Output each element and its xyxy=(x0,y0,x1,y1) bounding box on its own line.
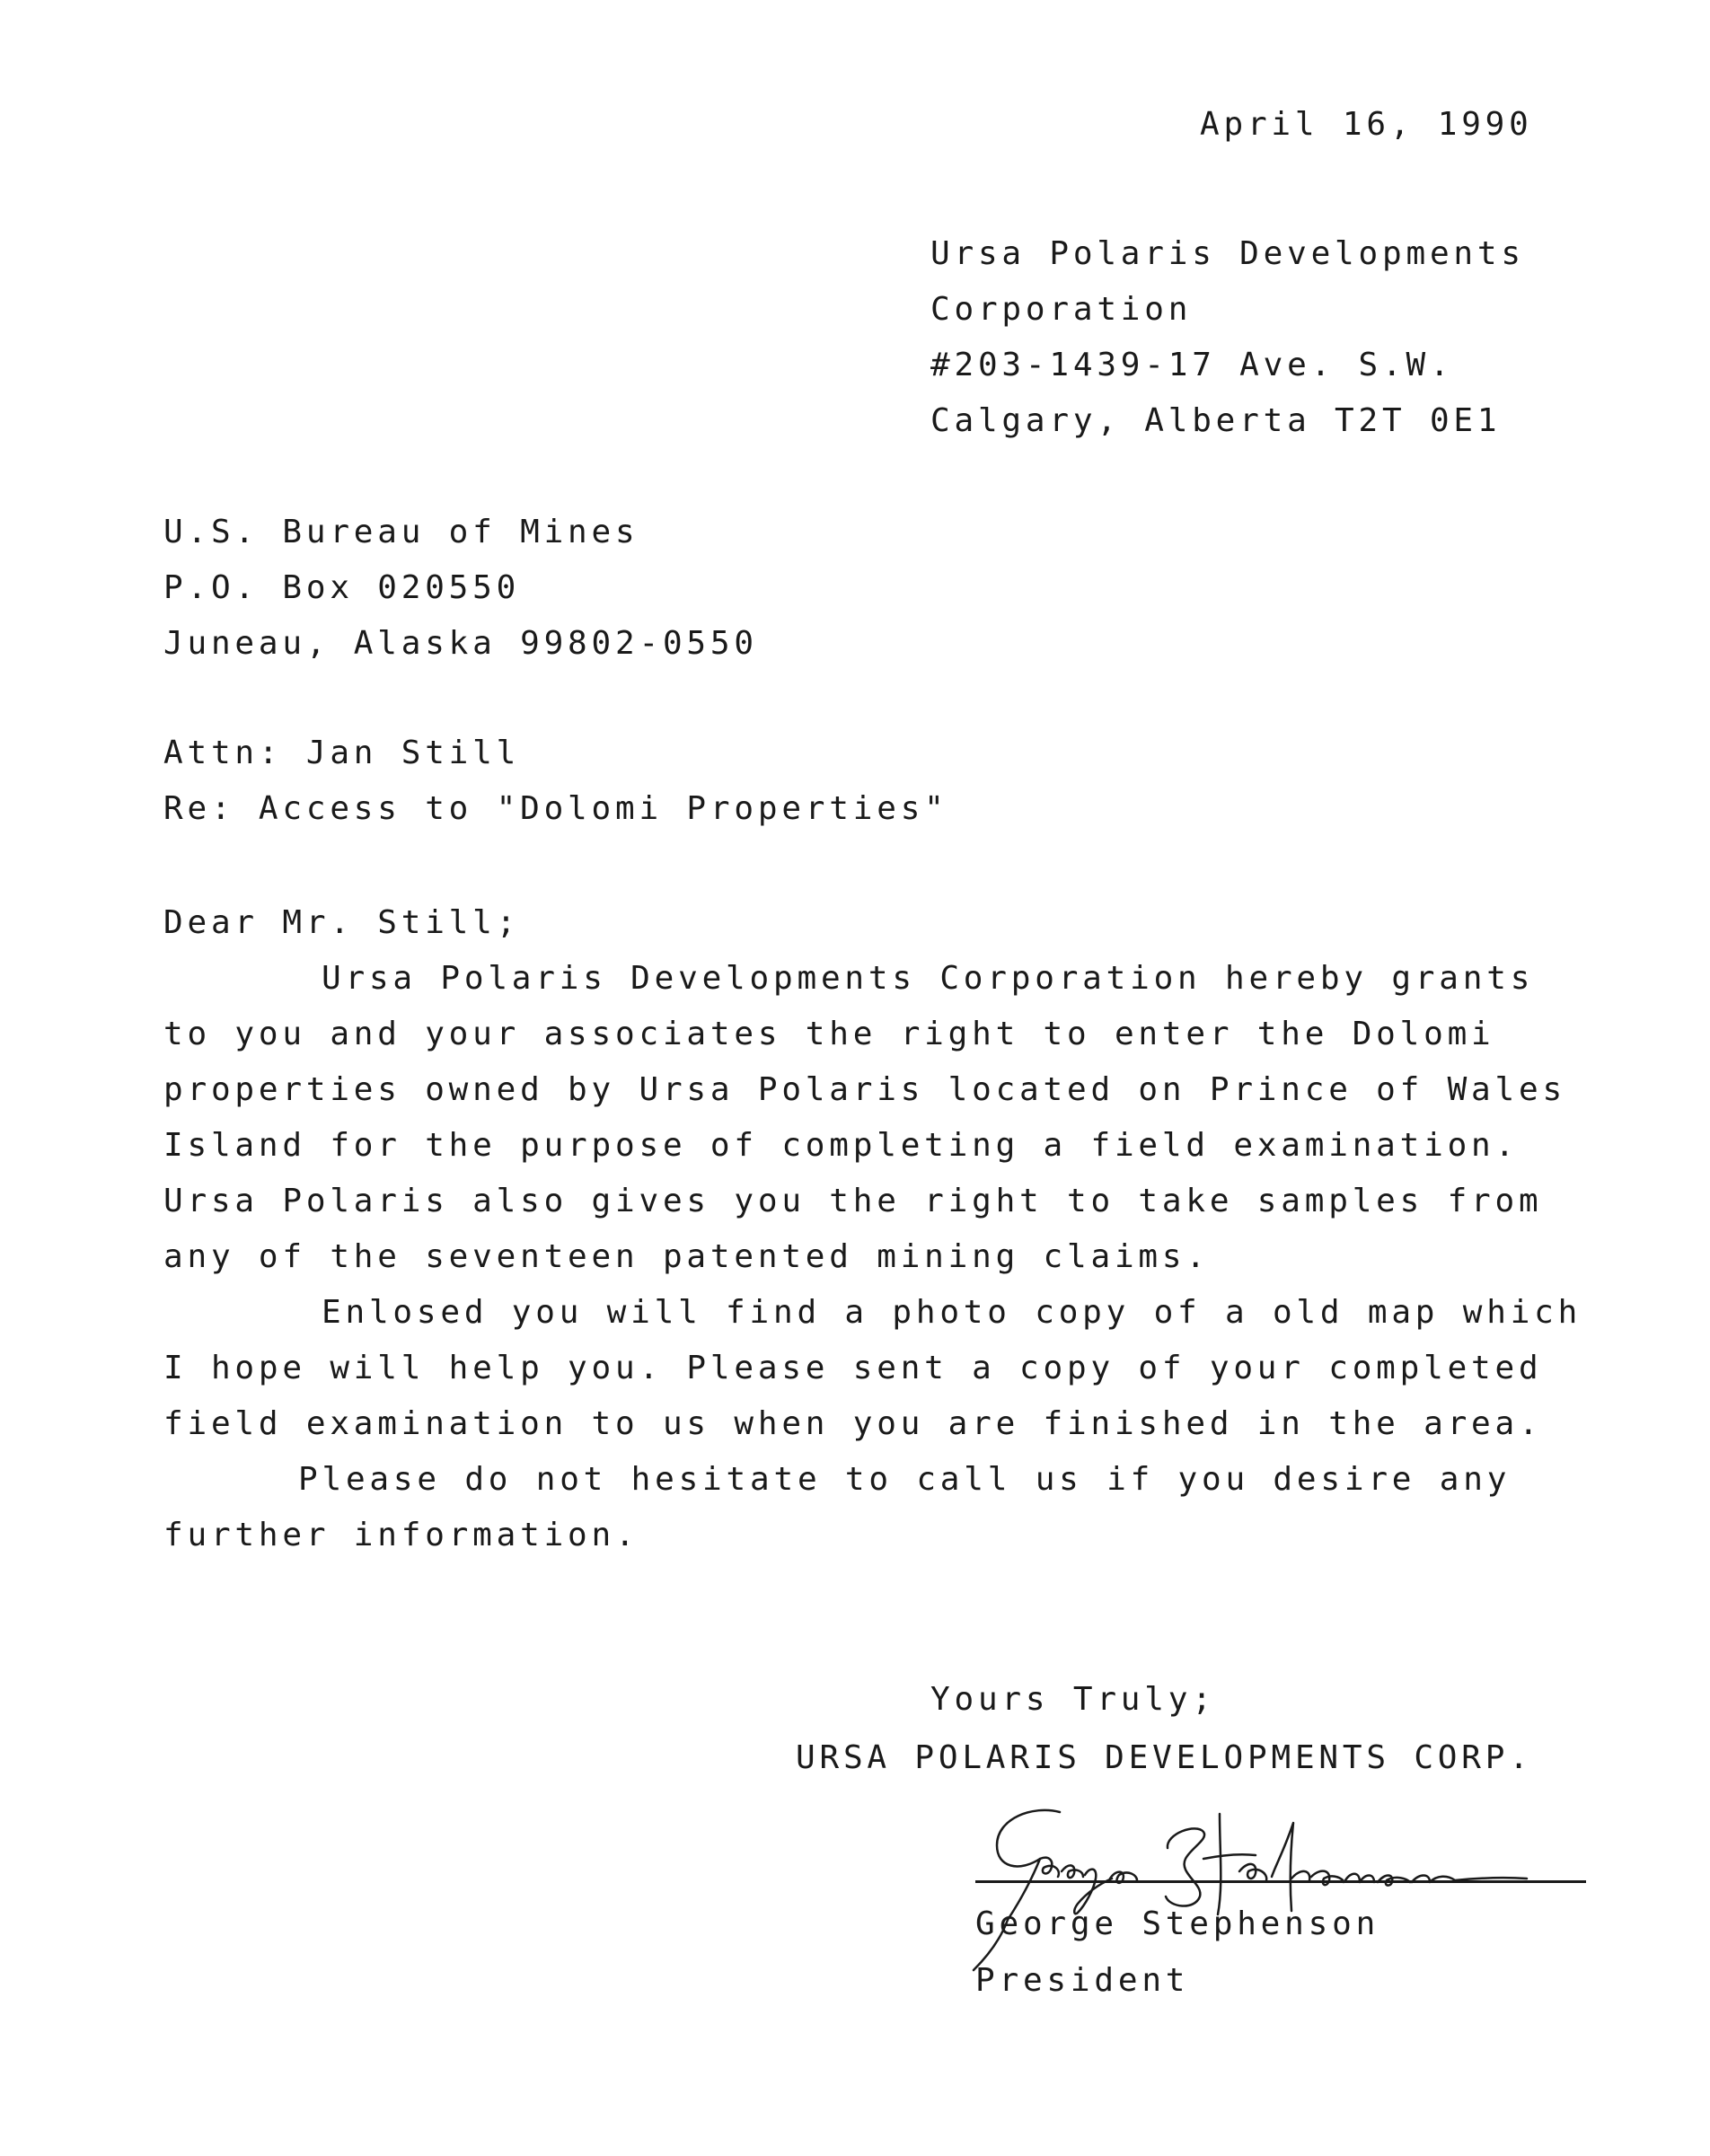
recipient-line: P.O. Box 020550 xyxy=(163,569,521,606)
letter-body xyxy=(163,895,1582,1563)
company-name: URSA POLARIS DEVELOPMENTS CORP. xyxy=(796,1739,1533,1776)
sender-line: Corporation xyxy=(930,291,1193,328)
body-line: field examination to us when you are finished in the area. xyxy=(163,1405,1543,1442)
sender-line: Ursa Polaris Developments xyxy=(930,235,1525,272)
signer-title: President xyxy=(975,1962,1190,1999)
attention-line: Attn: Jan Still xyxy=(163,735,521,771)
body-line: I hope will help you. Please sent a copy of your completed xyxy=(163,1350,1543,1386)
recipient-line: U.S. Bureau of Mines xyxy=(163,514,639,550)
body-line: Ursa Polaris also gives you the right to take samples from xyxy=(163,1183,1543,1219)
body-line: any of the seventeen patented mining claims. xyxy=(163,1238,1210,1275)
letter-date: April 16, 1990 xyxy=(1200,106,1533,143)
body-line: properties owned by Ursa Polaris located on Prince of Wales xyxy=(163,1071,1566,1108)
body-line: to you and your associates the right to enter the Dolomi xyxy=(163,1016,1495,1052)
body-line: Enlosed you will find a photo copy of a old map which xyxy=(322,1294,1582,1331)
body-line: Island for the purpose of completing a field examination. xyxy=(163,1127,1520,1164)
sender-line: #203-1439-17 Ave. S.W. xyxy=(930,347,1454,383)
sender-address xyxy=(930,226,1525,449)
body-line: Please do not hesitate to call us if you desire any xyxy=(298,1461,1512,1498)
signer-name: George Stephenson xyxy=(975,1905,1380,1942)
closing: Yours Truly; xyxy=(930,1681,1216,1718)
reference-block xyxy=(163,726,948,837)
sender-line: Calgary, Alberta T2T 0E1 xyxy=(930,402,1502,439)
body-line: further information. xyxy=(163,1517,639,1553)
salutation: Dear Mr. Still; xyxy=(163,904,521,941)
recipient-line: Juneau, Alaska 99802-0550 xyxy=(163,625,758,662)
recipient-address xyxy=(163,505,758,672)
subject-line: Re: Access to "Dolomi Properties" xyxy=(163,790,948,827)
body-line: Ursa Polaris Developments Corporation hereby grants xyxy=(322,960,1535,997)
